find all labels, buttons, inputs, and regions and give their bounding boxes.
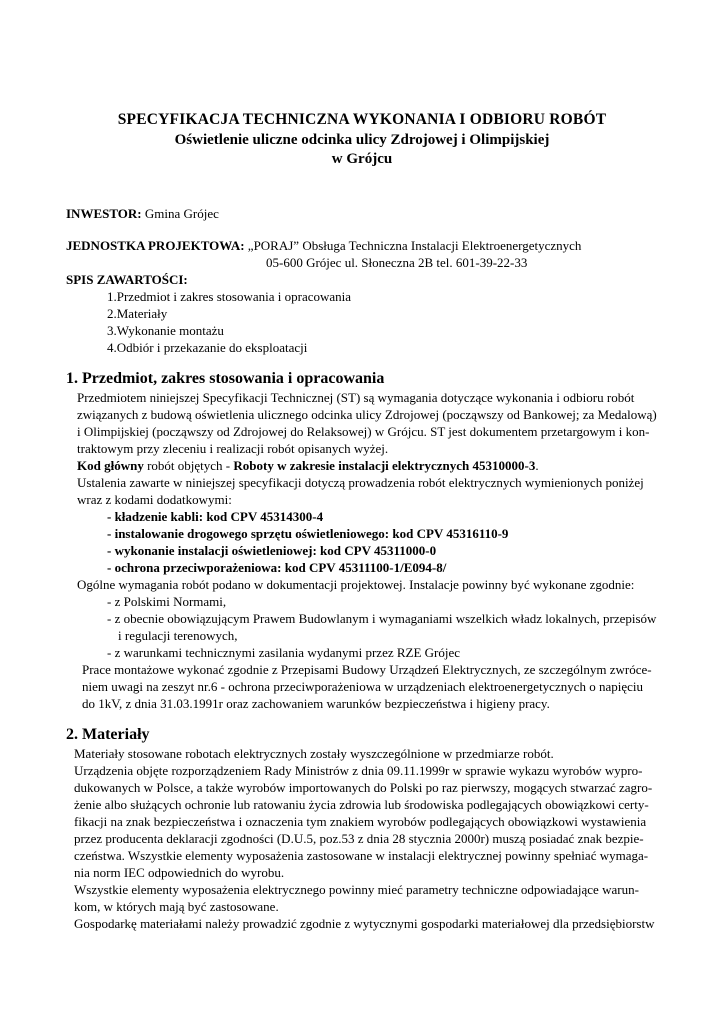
section1-paragraph-line: do 1kV, z dnia 31.03.1991r oraz zachowaniem warunków bezpieczeństwa i higieny pracy. xyxy=(82,696,550,711)
main-code-value: Roboty w zakresie instalacji elektrycznych 45310000-3 xyxy=(233,458,536,473)
section2-line: przez producenta deklaracji zgodności (D.U.5, poz.53 z dnia 28 stycznia 2000r) muszą posiadać znak bezpie- xyxy=(74,831,644,846)
cpv-code-item: - ochrona przeciwporażeniowa: kod CPV 45311100-1/E094-8/ xyxy=(107,560,447,575)
section2-line: czeństwa. Wszystkie elementy wyposażenia zastosowane w instalacji elektrycznej powinny spełniać wymaga- xyxy=(74,848,649,863)
toc-item: 4.Odbiór i przekazanie do eksploatacji xyxy=(107,340,308,355)
section2-line: żenie albo służących ochronie lub ratowaniu życia zdrowia lub środowiska podlegających obowiązkowi certy- xyxy=(74,797,649,812)
section1-paragraph-line: traktowym przy zleceniu i realizacji robót opisanych wyżej. xyxy=(77,441,389,456)
section1-paragraph-line: związanych z budową oświetlenia ulicznego odcinka ulicy Zdrojowej (począwszy od Bankowej; za Medalową) xyxy=(77,407,657,422)
main-code-end: . xyxy=(535,458,539,473)
section2-line: Gospodarkę materiałami należy prowadzić zgodnie z wytycznymi gospodarki materiałowej dla przedsiębiorstw xyxy=(74,916,655,931)
document-title: SPECYFIKACJA TECHNICZNA WYKONANIA I ODBIORU ROBÓT xyxy=(117,111,607,128)
section1-paragraph-line: wraz z kodami dodatkowymi: xyxy=(77,492,232,507)
section2-line: fikacji na znak bezpieczeństwa i oznaczenia tym znakiem wyrobów podlegających obowiązkowi wystawienia xyxy=(74,814,647,829)
main-code-label: Kod główny xyxy=(77,458,144,473)
section2-line: Wszystkie elementy wyposażenia elektrycznego powinny mieć parametry techniczne odpowiadające warun- xyxy=(74,882,639,897)
section1-paragraph-line: i Olimpijskiej (począwszy od Zdrojowej do Relaksowej) w Grójcu. ST jest dokumentem przetargowym i kon- xyxy=(77,424,650,439)
section2-line: Urządzenia objęte rozporządzeniem Rady Ministrów z dnia 09.11.1999r w sprawie wykazu wyrobów wypro- xyxy=(74,763,643,778)
section1-heading: 1. Przedmiot, zakres stosowania i opracowania xyxy=(66,370,385,387)
section2-line: nia norm IEC odpowiednich do wyrobu. xyxy=(74,865,285,880)
toc-item: 2.Materiały xyxy=(107,306,168,321)
design-unit-line xyxy=(66,237,581,254)
investor-value: Gmina Grójec xyxy=(141,206,219,221)
toc-item: 1.Przedmiot i zakres stosowania i opracowania xyxy=(107,289,352,304)
section1-paragraph-line: Ustalenia zawarte w niniejszej specyfikacji dotyczą prowadzenia robót elektrycznych wymienionych poniżej xyxy=(77,475,644,490)
main-code-line xyxy=(77,457,539,474)
cpv-code-item: - wykonanie instalacji oświetleniowej: kod CPV 45311000-0 xyxy=(107,543,437,558)
document-title-block xyxy=(0,109,724,169)
section1-paragraph-line: niem uwagi na zeszyt nr.6 - ochrona przeciwporażeniowa w urządzeniach elektroenergetycznych o napięciu xyxy=(82,679,644,694)
design-unit-label: JEDNOSTKA PROJEKTOWA: xyxy=(66,238,245,253)
requirement-item: - z obecnie obowiązującym Prawem Budowlanym i wymaganiami wszelkich władz lokalnych, przepisów xyxy=(107,611,657,626)
section1-paragraph-line: Ogólne wymagania robót podano w dokumentacji projektowej. Instalacje powinny być wykonane zgodnie: xyxy=(77,577,635,592)
section2-line: dukowanych w Polsce, a także wyrobów importowanych do Polski po raz pierwszy, mogących stwarzać zagro- xyxy=(74,780,653,795)
investor-label: INWESTOR: xyxy=(66,206,142,221)
document-subtitle: Oświetlenie uliczne odcinka ulicy Zdrojowej i Olimpijskiej xyxy=(174,132,550,148)
cpv-code-item: - instalowanie drogowego sprzętu oświetleniowego: kod CPV 45316110-9 xyxy=(107,526,509,541)
requirement-item: - z warunkami technicznymi zasilania wydanymi przez RZE Grójec xyxy=(107,645,461,660)
investor-line xyxy=(66,205,219,222)
requirement-item: - z Polskimi Normami, xyxy=(107,594,227,609)
cpv-code-item: - kładzenie kabli: kod CPV 45314300-4 xyxy=(107,509,324,524)
toc-item: 3.Wykonanie montażu xyxy=(107,323,224,338)
section1-paragraph-line: Przedmiotem niniejszej Specyfikacji Technicznej (ST) są wymagania dotyczące wykonania i odbioru robót xyxy=(77,390,635,405)
requirement-item: i regulacji terenowych, xyxy=(118,628,238,643)
section1-paragraph-line: Prace montażowe wykonać zgodnie z Przepisami Budowy Urządzeń Elektrycznych, ze szczególnym zwróce- xyxy=(82,662,652,677)
toc-label: SPIS ZAWARTOŚCI: xyxy=(66,272,188,287)
section2-heading: 2. Materiały xyxy=(66,726,150,743)
section2-line: Materiały stosowane robotach elektrycznych zostały wyszczególnione w przedmiarze robót. xyxy=(74,746,554,761)
design-unit-address: 05-600 Grójec ul. Słoneczna 2B tel. 601-39-22-33 xyxy=(266,255,528,270)
main-code-mid: robót objętych - xyxy=(143,458,234,473)
document-subtitle-location: w Grójcu xyxy=(331,151,393,167)
section2-line: kom, w których mają być zastosowane. xyxy=(74,899,279,914)
design-unit-value: „PORAJ” Obsługa Techniczna Instalacji Elektroenergetycznych xyxy=(244,238,582,253)
